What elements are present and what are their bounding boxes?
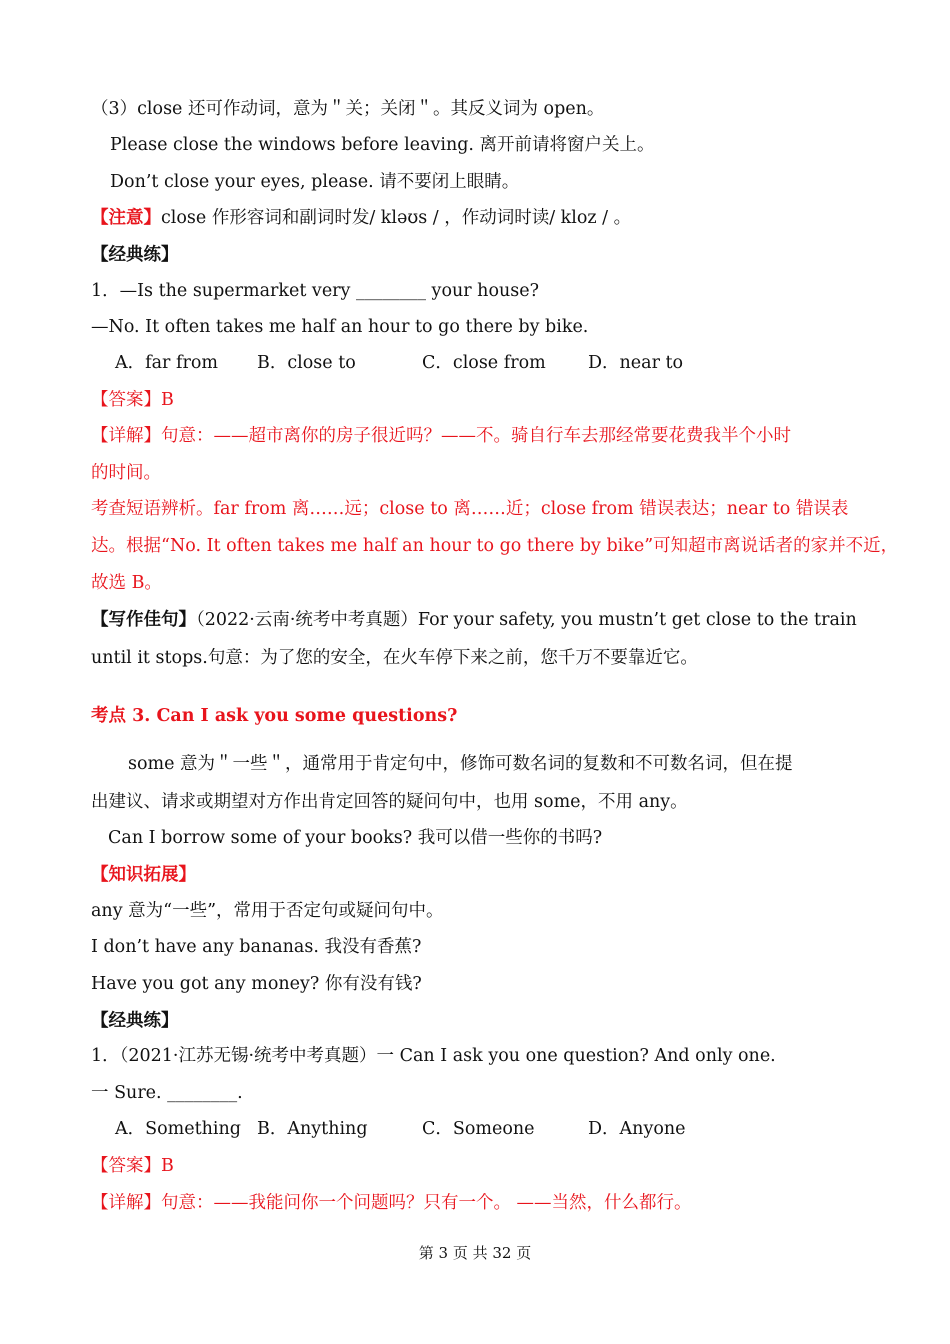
extension-heading: 【知识拓展】 (91, 865, 196, 885)
writing-line: until it stops.句意：为了您的安全，在火车停下来之前，您千万不要靠近它。 (91, 648, 698, 668)
option-b: B．close to (257, 353, 356, 373)
detail-line: 达。根据“No. It often takes me half an hour to go there by bike”可知超市离说话者的家并不近， (91, 536, 899, 556)
option-c: C．close from (422, 353, 546, 373)
detail-line: 【详解】句意：——超市离你的房子很近吗？——不。骑自行车去那经常要花费我半个小时 (91, 426, 791, 446)
option-c: C．Someone (422, 1119, 535, 1139)
note-line (91, 206, 631, 230)
example-sentence: Have you got any money? 你有没有钱? (91, 974, 422, 994)
answer-line: 【答案】B (91, 390, 174, 410)
writing-line (91, 608, 857, 632)
example-sentence: Can I borrow some of your books? 我可以借一些你的书吗? (108, 828, 603, 848)
answer-line: 【答案】B (91, 1156, 174, 1176)
option-d: D．near to (588, 353, 684, 373)
question-line: 1．—Is the supermarket very ________ your house? (91, 281, 539, 301)
question-line: —No. It often takes me half an hour to go there by bike. (91, 317, 589, 337)
note-text: close 作形容词和副词时发/ kləʊs / ，作动词时读/ kloz / 。 (161, 208, 632, 228)
writing-tag: 【写作佳句】 (91, 610, 196, 630)
practice-heading: 【经典练】 (91, 245, 179, 265)
section-heading: 考点 3. Can I ask you some questions? (91, 706, 458, 726)
option-a: A．Something (115, 1119, 241, 1139)
detail-line: 故选 B。 (91, 573, 162, 593)
example-sentence: Please close the windows before leaving. 离开前请将窗户关上。 (110, 135, 655, 155)
option-a: A．far from (115, 353, 218, 373)
any-definition: any 意为“一些”，常用于否定句或疑问句中。 (91, 901, 444, 921)
option-b: B．Anything (257, 1119, 368, 1139)
detail-line: 考查短语辨析。far from 离……远；close to 离……近；close from 错误表达；near to 错误表 (91, 499, 849, 519)
option-d: D．Anyone (588, 1119, 686, 1139)
detail-line: 的时间。 (91, 463, 161, 483)
example-sentence: Don’t close your eyes, please. 请不要闭上眼睛。 (110, 172, 520, 192)
question-line: 1．（2021·江苏无锡·统考中考真题）一 Can I ask you one question? And only one. (91, 1046, 776, 1066)
practice-heading: 【经典练】 (91, 1011, 179, 1031)
page-footer: 第 3 页 共 32 页 (418, 1244, 532, 1262)
paragraph-line: some 意为＂一些＂，通常用于肯定句中，修饰可数名词的复数和不可数名词，但在提 (128, 754, 793, 774)
example-sentence: I don’t have any bananas. 我没有香蕉? (91, 937, 422, 957)
writing-text: （2022·云南·统考中考真题）For your safety, you mustn’t get close to the train (196, 610, 857, 630)
detail-line: 【详解】句意：——我能问你一个问题吗？只有一个。 ——当然，什么都行。 (91, 1193, 692, 1213)
question-line: 一 Sure. ________. (91, 1083, 243, 1103)
paragraph-line: 出建议、请求或期望对方作出肯定回答的疑问句中，也用 some，不用 any。 (91, 792, 688, 812)
point-3-text: （3）close 还可作动词，意为＂关；关闭＂。其反义词为 open。 (91, 99, 605, 119)
note-tag: 【注意】 (91, 208, 161, 228)
